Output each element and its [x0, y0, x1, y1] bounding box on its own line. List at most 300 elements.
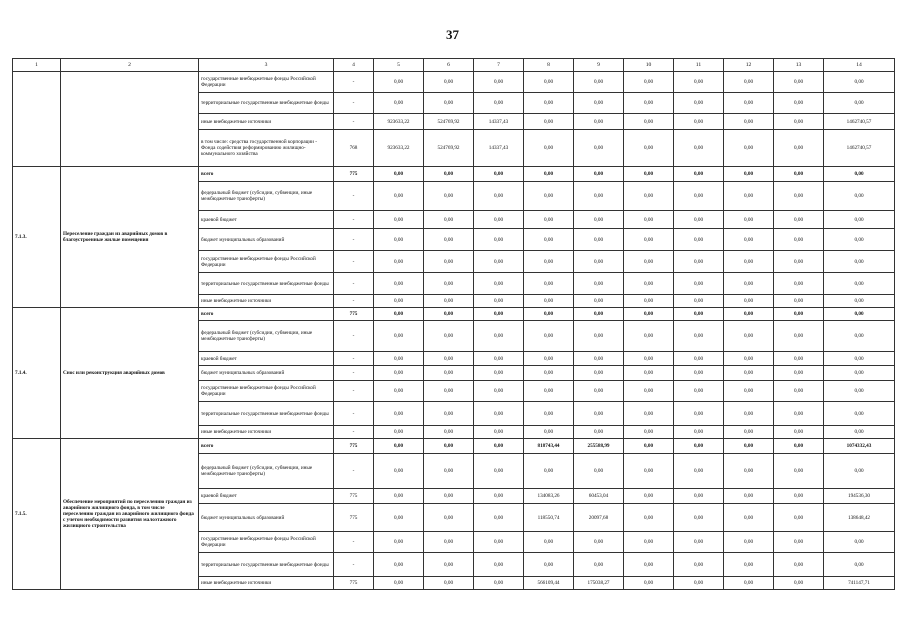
amount-cell: 0,00	[424, 251, 474, 273]
amount-cell: 0,00	[524, 251, 574, 273]
amount-cell: 0,00	[374, 182, 424, 211]
amount-cell: 0,00	[774, 439, 824, 454]
column-header: 4	[334, 59, 374, 72]
amount-cell: 14337,43	[474, 130, 524, 167]
amount-cell: 0,00	[374, 321, 424, 352]
budget-code-cell: 775	[334, 577, 374, 590]
amount-cell: 0,00	[774, 308, 824, 321]
amount-cell: 0,00	[474, 553, 524, 577]
amount-cell: 0,00	[724, 182, 774, 211]
amount-cell: 0,00	[824, 182, 895, 211]
amount-cell: 0,00	[824, 251, 895, 273]
funding-source: территориальные государственные внебюджетные фонды	[199, 93, 334, 114]
amount-cell: 0,00	[474, 251, 524, 273]
amount-cell: 524769,92	[424, 114, 474, 130]
amount-cell: 0,00	[424, 402, 474, 426]
column-header: 7	[474, 59, 524, 72]
amount-cell: 0,00	[624, 72, 674, 93]
amount-cell: 0,00	[724, 321, 774, 352]
amount-cell: 0,00	[824, 167, 895, 182]
amount-cell: 0,00	[574, 295, 624, 308]
amount-cell: 0,00	[624, 381, 674, 402]
amount-cell: 0,00	[724, 381, 774, 402]
amount-cell: 0,00	[674, 273, 724, 295]
column-header: 2	[61, 59, 199, 72]
item-name: Обеспечение мероприятий по переселению граждан из аварийного жилищного фонда, в том числе переселению граждан из аварийного жилищного фонда с учетом необходимости развития малоэтажного жилищного строительства	[61, 439, 199, 590]
amount-cell: 0,00	[824, 532, 895, 553]
budget-code-cell: -	[334, 273, 374, 295]
amount-cell: 118550,74	[524, 504, 574, 532]
amount-cell: 0,00	[424, 93, 474, 114]
amount-cell: 0,00	[724, 553, 774, 577]
amount-cell: 0,00	[724, 93, 774, 114]
amount-cell: 0,00	[724, 308, 774, 321]
amount-cell: 0,00	[624, 352, 674, 366]
header-row	[13, 59, 895, 72]
amount-cell: 0,00	[724, 114, 774, 130]
amount-cell: 1462740,57	[824, 114, 895, 130]
column-header: 6	[424, 59, 474, 72]
amount-cell: 0,00	[424, 229, 474, 251]
table-row	[13, 72, 895, 93]
amount-cell: 0,00	[624, 308, 674, 321]
amount-cell: 0,00	[624, 504, 674, 532]
amount-cell: 0,00	[374, 426, 424, 439]
amount-cell: 0,00	[524, 182, 574, 211]
amount-cell: 0,00	[674, 93, 724, 114]
amount-cell: 0,00	[824, 229, 895, 251]
item-code: 7.1.3.	[13, 167, 61, 308]
amount-cell: 0,00	[474, 93, 524, 114]
amount-cell: 0,00	[574, 553, 624, 577]
amount-cell: 0,00	[574, 366, 624, 381]
budget-code-cell: -	[334, 114, 374, 130]
amount-cell: 0,00	[774, 352, 824, 366]
amount-cell: 0,00	[774, 93, 824, 114]
amount-cell: 0,00	[674, 381, 724, 402]
amount-cell: 0,00	[774, 211, 824, 229]
amount-cell: 0,00	[624, 114, 674, 130]
column-header: 13	[774, 59, 824, 72]
column-header: 1	[13, 59, 61, 72]
amount-cell: 0,00	[624, 182, 674, 211]
amount-cell: 0,00	[824, 308, 895, 321]
amount-cell: 0,00	[824, 93, 895, 114]
amount-cell: 923633,22	[374, 114, 424, 130]
amount-cell: 0,00	[374, 211, 424, 229]
amount-cell: 0,00	[524, 130, 574, 167]
amount-cell: 0,00	[574, 229, 624, 251]
budget-code-cell: -	[334, 532, 374, 553]
amount-cell: 0,00	[724, 167, 774, 182]
amount-cell: 0,00	[824, 211, 895, 229]
amount-cell: 0,00	[774, 426, 824, 439]
amount-cell: 1462740,57	[824, 130, 895, 167]
amount-cell: 0,00	[374, 489, 424, 504]
amount-cell: 0,00	[824, 553, 895, 577]
amount-cell: 0,00	[774, 366, 824, 381]
amount-cell: 0,00	[674, 426, 724, 439]
amount-cell: 0,00	[374, 532, 424, 553]
amount-cell: 0,00	[774, 532, 824, 553]
amount-cell: 0,00	[674, 182, 724, 211]
amount-cell: 0,00	[424, 454, 474, 489]
funding-source: бюджет муниципальных образований	[199, 366, 334, 381]
amount-cell: 0,00	[474, 295, 524, 308]
amount-cell: 0,00	[524, 295, 574, 308]
budget-code-cell: 775	[334, 308, 374, 321]
amount-cell: 0,00	[724, 229, 774, 251]
amount-cell: 0,00	[524, 72, 574, 93]
amount-cell: 0,00	[424, 504, 474, 532]
amount-cell: 0,00	[824, 366, 895, 381]
amount-cell: 0,00	[374, 577, 424, 590]
amount-cell: 0,00	[674, 454, 724, 489]
amount-cell: 0,00	[374, 167, 424, 182]
budget-code-cell: 775	[334, 439, 374, 454]
budget-code-cell: 775	[334, 489, 374, 504]
amount-cell: 0,00	[724, 577, 774, 590]
budget-code-cell: -	[334, 426, 374, 439]
amount-cell: 0,00	[674, 130, 724, 167]
amount-cell: 0,00	[374, 295, 424, 308]
amount-cell: 0,00	[774, 251, 824, 273]
amount-cell: 0,00	[474, 381, 524, 402]
amount-cell: 0,00	[574, 321, 624, 352]
amount-cell: 0,00	[674, 352, 724, 366]
amount-cell: 0,00	[674, 504, 724, 532]
column-header: 8	[524, 59, 574, 72]
page-number: 37	[446, 27, 459, 42]
amount-cell: 0,00	[774, 489, 824, 504]
item-code: 7.1.5.	[13, 439, 61, 590]
amount-cell: 0,00	[474, 352, 524, 366]
amount-cell: 0,00	[574, 114, 624, 130]
amount-cell: 0,00	[674, 295, 724, 308]
amount-cell: 0,00	[824, 72, 895, 93]
amount-cell: 0,00	[624, 321, 674, 352]
amount-cell: 0,00	[624, 229, 674, 251]
amount-cell: 0,00	[624, 167, 674, 182]
amount-cell: 0,00	[624, 553, 674, 577]
amount-cell: 0,00	[674, 553, 724, 577]
funding-source: краевой бюджет	[199, 489, 334, 504]
amount-cell: 741147,71	[824, 577, 895, 590]
budget-code-cell: -	[334, 211, 374, 229]
amount-cell: 0,00	[374, 93, 424, 114]
amount-cell: 0,00	[624, 366, 674, 381]
amount-cell: 0,00	[674, 211, 724, 229]
budget-code-cell: 775	[334, 167, 374, 182]
column-header: 5	[374, 59, 424, 72]
amount-cell: 0,00	[574, 454, 624, 489]
amount-cell: 0,00	[474, 439, 524, 454]
funding-source: территориальные государственные внебюджетные фонды	[199, 273, 334, 295]
amount-cell: 0,00	[824, 273, 895, 295]
amount-cell: 0,00	[424, 439, 474, 454]
funding-source: краевой бюджет	[199, 352, 334, 366]
amount-cell: 0,00	[824, 454, 895, 489]
amount-cell: 0,00	[674, 229, 724, 251]
amount-cell: 0,00	[824, 295, 895, 308]
amount-cell: 0,00	[424, 489, 474, 504]
amount-cell: 0,00	[574, 130, 624, 167]
table-body	[13, 72, 895, 590]
amount-cell: 0,00	[774, 130, 824, 167]
amount-cell: 923633,22	[374, 130, 424, 167]
amount-cell: 818743,44	[524, 439, 574, 454]
funding-source: всего	[199, 439, 334, 454]
amount-cell: 0,00	[774, 454, 824, 489]
amount-cell: 0,00	[424, 366, 474, 381]
amount-cell: 0,00	[524, 308, 574, 321]
amount-cell: 0,00	[524, 167, 574, 182]
amount-cell: 0,00	[374, 251, 424, 273]
budget-code-cell: -	[334, 352, 374, 366]
amount-cell: 0,00	[374, 229, 424, 251]
amount-cell: 0,00	[774, 167, 824, 182]
amount-cell: 0,00	[774, 273, 824, 295]
amount-cell: 0,00	[724, 454, 774, 489]
amount-cell: 0,00	[524, 273, 574, 295]
amount-cell: 0,00	[524, 93, 574, 114]
amount-cell: 0,00	[524, 553, 574, 577]
amount-cell: 0,00	[674, 167, 724, 182]
amount-cell: 255588,99	[574, 439, 624, 454]
amount-cell: 0,00	[424, 211, 474, 229]
amount-cell: 0,00	[374, 72, 424, 93]
funding-source: иные внебюджетные источники	[199, 577, 334, 590]
amount-cell: 0,00	[674, 72, 724, 93]
table-row-total	[13, 308, 895, 321]
amount-cell: 0,00	[624, 426, 674, 439]
amount-cell: 0,00	[574, 402, 624, 426]
funding-source: краевой бюджет	[199, 211, 334, 229]
funding-source: всего	[199, 308, 334, 321]
funding-source: в том числе: средства государственной корпорации - Фонда содействия реформированию жилищно-коммунального хозяйства	[199, 130, 334, 167]
item-name: Снос или реконструкция аварийных домов	[61, 308, 199, 439]
amount-cell: 0,00	[424, 72, 474, 93]
amount-cell: 134083,26	[524, 489, 574, 504]
amount-cell: 0,00	[424, 426, 474, 439]
amount-cell: 0,00	[724, 251, 774, 273]
amount-cell: 0,00	[624, 251, 674, 273]
amount-cell: 0,00	[674, 308, 724, 321]
funding-source: всего	[199, 167, 334, 182]
budget-table	[12, 58, 895, 590]
amount-cell: 1074332,43	[824, 439, 895, 454]
budget-code-cell: -	[334, 321, 374, 352]
column-header: 3	[199, 59, 334, 72]
amount-cell: 0,00	[774, 72, 824, 93]
table-row-total	[13, 167, 895, 182]
amount-cell: 0,00	[624, 489, 674, 504]
amount-cell: 0,00	[524, 381, 574, 402]
amount-cell: 0,00	[674, 251, 724, 273]
budget-code-cell: -	[334, 366, 374, 381]
amount-cell: 175038,27	[574, 577, 624, 590]
funding-source: территориальные государственные внебюджетные фонды	[199, 553, 334, 577]
amount-cell: 0,00	[624, 454, 674, 489]
amount-cell: 0,00	[624, 439, 674, 454]
amount-cell: 0,00	[724, 295, 774, 308]
amount-cell: 0,00	[524, 229, 574, 251]
amount-cell: 0,00	[674, 489, 724, 504]
amount-cell: 0,00	[474, 308, 524, 321]
amount-cell: 0,00	[574, 381, 624, 402]
amount-cell: 0,00	[474, 182, 524, 211]
amount-cell: 0,00	[824, 402, 895, 426]
amount-cell: 0,00	[574, 167, 624, 182]
amount-cell: 0,00	[774, 229, 824, 251]
item-code: 7.1.4.	[13, 308, 61, 439]
amount-cell: 0,00	[474, 72, 524, 93]
budget-code-cell: 775	[334, 504, 374, 532]
amount-cell: 0,00	[424, 273, 474, 295]
amount-cell: 0,00	[374, 366, 424, 381]
amount-cell: 0,00	[524, 321, 574, 352]
amount-cell: 0,00	[624, 295, 674, 308]
budget-code-cell: -	[334, 182, 374, 211]
amount-cell: 0,00	[424, 182, 474, 211]
amount-cell: 0,00	[674, 321, 724, 352]
amount-cell: 194536,30	[824, 489, 895, 504]
amount-cell: 0,00	[524, 352, 574, 366]
amount-cell: 0,00	[524, 366, 574, 381]
amount-cell: 0,00	[724, 402, 774, 426]
funding-source: бюджет муниципальных образований	[199, 229, 334, 251]
amount-cell: 0,00	[524, 426, 574, 439]
amount-cell: 0,00	[624, 130, 674, 167]
funding-source: бюджет муниципальных образований	[199, 504, 334, 532]
amount-cell: 0,00	[774, 182, 824, 211]
budget-code-cell: 768	[334, 130, 374, 167]
funding-source: иные внебюджетные источники	[199, 426, 334, 439]
amount-cell: 0,00	[424, 381, 474, 402]
amount-cell: 0,00	[674, 402, 724, 426]
amount-cell: 0,00	[824, 321, 895, 352]
budget-code-cell: -	[334, 72, 374, 93]
amount-cell: 0,00	[574, 211, 624, 229]
amount-cell: 0,00	[374, 352, 424, 366]
budget-code-cell: -	[334, 402, 374, 426]
amount-cell: 0,00	[374, 402, 424, 426]
amount-cell: 0,00	[774, 577, 824, 590]
amount-cell: 0,00	[624, 532, 674, 553]
funding-source: федеральный бюджет (субсидии, субвенции, иные межбюджетные трансферты)	[199, 454, 334, 489]
amount-cell: 0,00	[674, 439, 724, 454]
funding-source: государственные внебюджетные фонды Российской Федерации	[199, 532, 334, 553]
amount-cell: 0,00	[474, 454, 524, 489]
funding-source: государственные внебюджетные фонды Российской Федерации	[199, 72, 334, 93]
amount-cell: 0,00	[774, 381, 824, 402]
amount-cell: 0,00	[524, 211, 574, 229]
amount-cell: 138648,42	[824, 504, 895, 532]
amount-cell: 0,00	[424, 295, 474, 308]
amount-cell: 0,00	[724, 489, 774, 504]
amount-cell: 0,00	[524, 114, 574, 130]
amount-cell: 0,00	[624, 577, 674, 590]
budget-code-cell: -	[334, 381, 374, 402]
item-name	[61, 72, 199, 167]
amount-cell: 0,00	[524, 402, 574, 426]
amount-cell: 524769,92	[424, 130, 474, 167]
amount-cell: 0,00	[474, 426, 524, 439]
amount-cell: 0,00	[774, 504, 824, 532]
amount-cell: 0,00	[574, 273, 624, 295]
funding-source: территориальные государственные внебюджетные фонды	[199, 402, 334, 426]
amount-cell: 0,00	[474, 321, 524, 352]
amount-cell: 20097,68	[574, 504, 624, 532]
amount-cell: 60453,04	[574, 489, 624, 504]
amount-cell: 0,00	[824, 381, 895, 402]
amount-cell: 0,00	[424, 321, 474, 352]
amount-cell: 0,00	[474, 577, 524, 590]
amount-cell: 0,00	[374, 454, 424, 489]
amount-cell: 0,00	[724, 439, 774, 454]
amount-cell: 0,00	[374, 381, 424, 402]
amount-cell: 0,00	[774, 553, 824, 577]
amount-cell: 0,00	[774, 114, 824, 130]
amount-cell: 0,00	[824, 352, 895, 366]
amount-cell: 0,00	[724, 504, 774, 532]
amount-cell: 0,00	[424, 553, 474, 577]
amount-cell: 0,00	[374, 439, 424, 454]
amount-cell: 0,00	[724, 352, 774, 366]
amount-cell: 566109,44	[524, 577, 574, 590]
budget-code-cell: -	[334, 93, 374, 114]
amount-cell: 0,00	[524, 454, 574, 489]
amount-cell: 0,00	[724, 273, 774, 295]
amount-cell: 0,00	[674, 532, 724, 553]
amount-cell: 0,00	[474, 366, 524, 381]
funding-source: государственные внебюджетные фонды Российской Федерации	[199, 251, 334, 273]
amount-cell: 0,00	[574, 182, 624, 211]
amount-cell: 0,00	[374, 553, 424, 577]
amount-cell: 0,00	[724, 426, 774, 439]
amount-cell: 0,00	[474, 211, 524, 229]
amount-cell: 0,00	[474, 402, 524, 426]
amount-cell: 0,00	[724, 211, 774, 229]
amount-cell: 0,00	[674, 577, 724, 590]
amount-cell: 0,00	[724, 72, 774, 93]
amount-cell: 0,00	[524, 532, 574, 553]
amount-cell: 0,00	[574, 72, 624, 93]
amount-cell: 0,00	[724, 366, 774, 381]
amount-cell: 0,00	[374, 273, 424, 295]
amount-cell: 0,00	[474, 167, 524, 182]
amount-cell: 0,00	[624, 93, 674, 114]
amount-cell: 0,00	[474, 504, 524, 532]
amount-cell: 0,00	[474, 229, 524, 251]
budget-code-cell: -	[334, 229, 374, 251]
amount-cell: 0,00	[724, 532, 774, 553]
budget-code-cell: -	[334, 251, 374, 273]
column-header: 12	[724, 59, 774, 72]
amount-cell: 0,00	[574, 251, 624, 273]
budget-code-cell: -	[334, 295, 374, 308]
amount-cell: 0,00	[624, 273, 674, 295]
funding-source: иные внебюджетные источники	[199, 114, 334, 130]
amount-cell: 0,00	[574, 426, 624, 439]
amount-cell: 0,00	[424, 352, 474, 366]
item-name: Переселение граждан из аварийных домов в благоустроенные жилые помещения	[61, 167, 199, 308]
amount-cell: 0,00	[474, 489, 524, 504]
amount-cell: 0,00	[724, 130, 774, 167]
amount-cell: 0,00	[774, 321, 824, 352]
column-header: 11	[674, 59, 724, 72]
column-header: 14	[824, 59, 895, 72]
